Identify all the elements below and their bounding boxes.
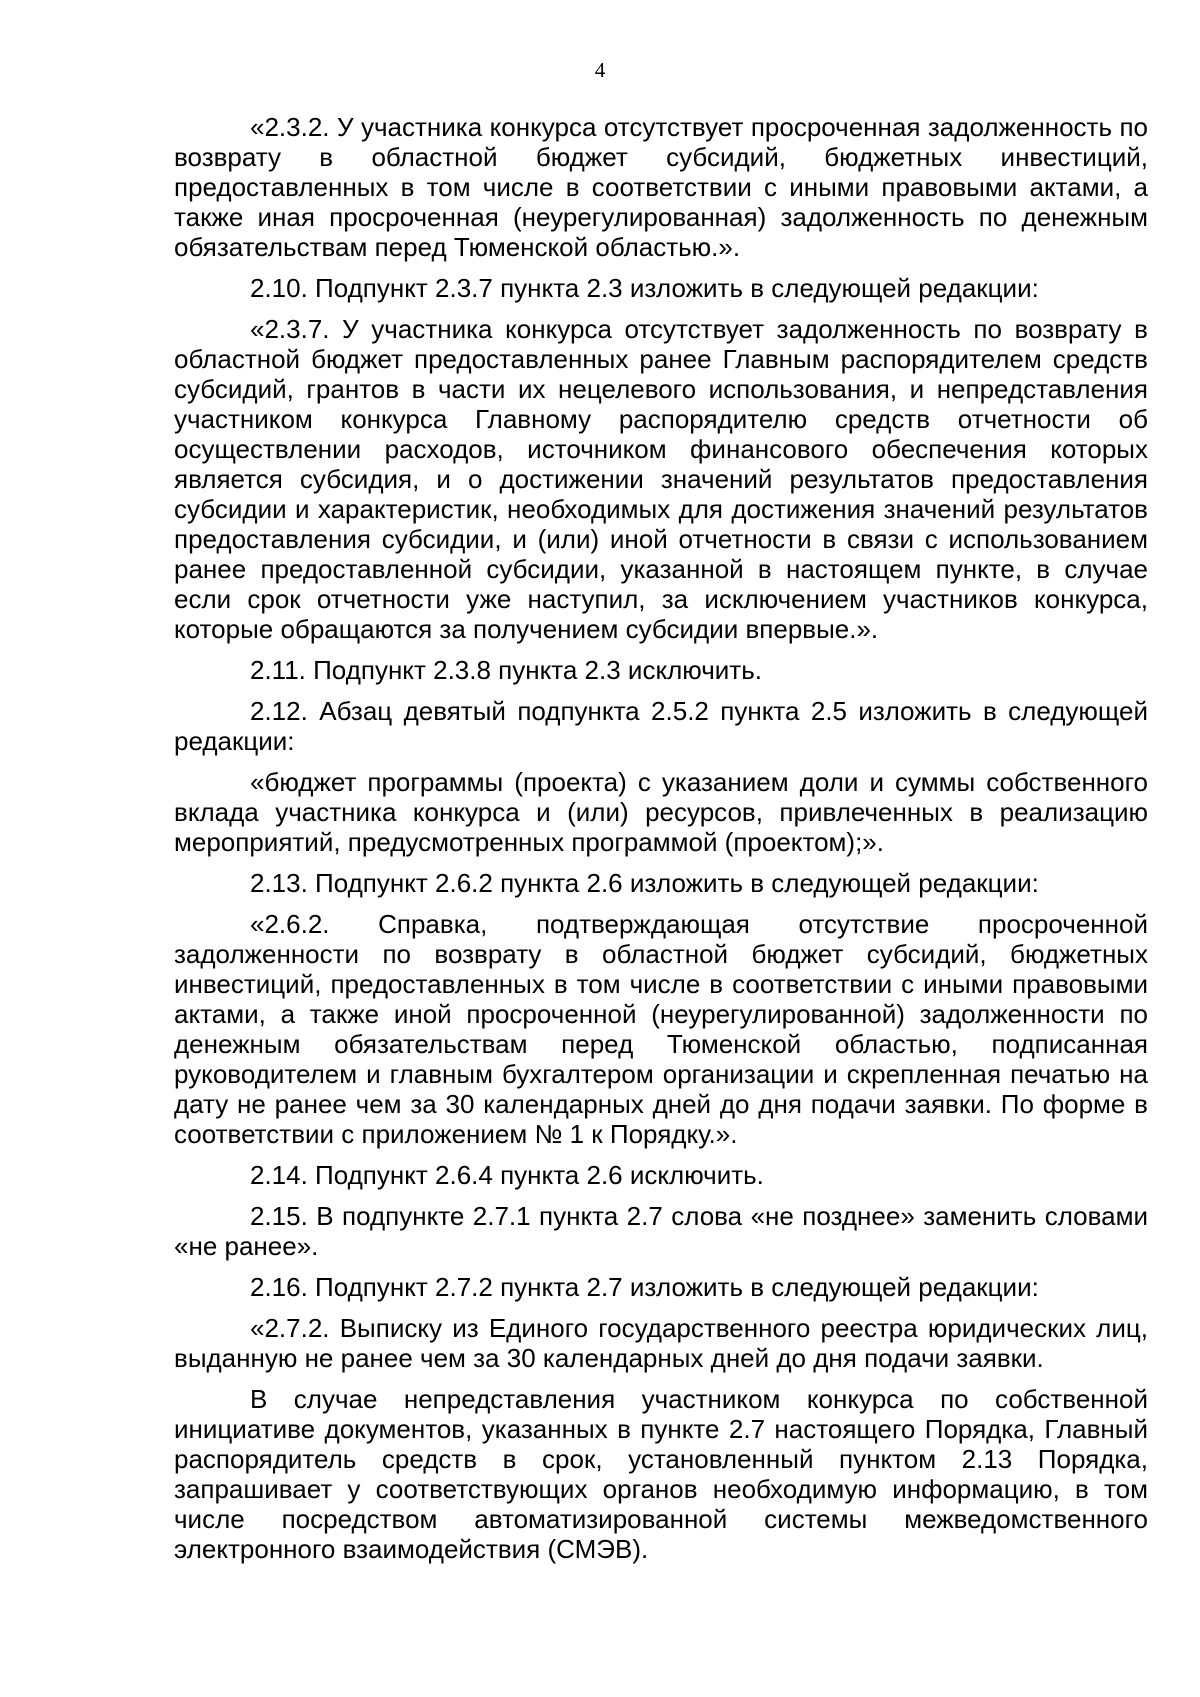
paragraph-2-3-7: «2.3.7. У участника конкурса отсутствует задолженность по возврату в областной бюджет предоставленных ранее Главным распорядителем средств субсидий, грантов в части их нецелевого использования, и непредставления участником конкурса Главному распорядителю средств отчетности об осуществлении расходов, источником финансового обеспечения которых является субсидия, и о достижении значений результатов предоставления субсидии и характеристик, необходимых для достижения значений результатов предоставления субсидии, и (или) иной отчетности в связи с использованием ранее предоставленной субсидии, указанной в настоящем пункте, в случае если срок отчетности уже наступил, за исключением участников конкурса, которые обращаются за получением субсидии впервые.». — [174, 314, 1148, 644]
paragraph-2-13: 2.13. Подпункт 2.6.2 пункта 2.6 изложить в следующей редакции: — [250, 868, 1039, 898]
paragraph-2-6-2: «2.6.2. Справка, подтверждающая отсутствие просроченной задолженности по возврату в областной бюджет субсидий, бюджетных инвестиций, предоставленных в том числе в соответствии с иными правовыми актами, а также иной просроченной (неурегулированной) задолженности по денежным обязательствам перед Тюменской областью, подписанная руководителем и главным бухгалтером организации и скрепленная печатью на дату не ранее чем за 30 календарных дней до дня подачи заявки. По форме в соответствии с приложением № 1 к Порядку.». — [174, 909, 1148, 1149]
paragraph-2-12: 2.12. Абзац девятый подпункта 2.5.2 пункта 2.5 изложить в следующей редакции: — [174, 696, 1148, 756]
paragraph-2-11: 2.11. Подпункт 2.3.8 пункта 2.3 исключить. — [250, 655, 762, 685]
paragraph-2-3-2: «2.3.2. У участника конкурса отсутствует просроченная задолженность по возврату в областной бюджет субсидий, бюджетных инвестиций, предоставленных в том числе в соответствии с иными правовыми актами, а также иная просроченная (неурегулированная) задолженность по денежным обязательствам перед Тюменской областью.». — [174, 112, 1148, 262]
document-body — [174, 112, 1148, 1575]
paragraph-2-10: 2.10. Подпункт 2.3.7 пункта 2.3 изложить в следующей редакции: — [250, 273, 1039, 303]
paragraph-budget-quote: «бюджет программы (проекта) с указанием доли и суммы собственного вклада участника конкурса и (или) ресурсов, привлеченных в реализацию мероприятий, предусмотренных программой (проектом);». — [174, 767, 1148, 857]
paragraph-2-16: 2.16. Подпункт 2.7.2 пункта 2.7 изложить в следующей редакции: — [250, 1272, 1039, 1302]
paragraph-smev: В случае непредставления участником конкурса по собственной инициативе документов, указанных в пункте 2.7 настоящего Порядка, Главный распорядитель средств в срок, установленный пунктом 2.13 Порядка, запрашивает у соответствующих органов необходимую информацию, в том числе посредством автоматизированной системы межведомственного электронного взаимодействия (СМЭВ). — [174, 1384, 1148, 1564]
paragraph-2-7-2: «2.7.2. Выписку из Единого государственного реестра юридических лиц, выданную не ранее чем за 30 календарных дней до дня подачи заявки. — [174, 1313, 1148, 1373]
paragraph-2-15: 2.15. В подпункте 2.7.1 пункта 2.7 слова «не позднее» заменить словами «не ранее». — [174, 1201, 1148, 1261]
page-number: 4 — [594, 58, 606, 82]
paragraph-2-14: 2.14. Подпункт 2.6.4 пункта 2.6 исключить. — [250, 1160, 764, 1190]
